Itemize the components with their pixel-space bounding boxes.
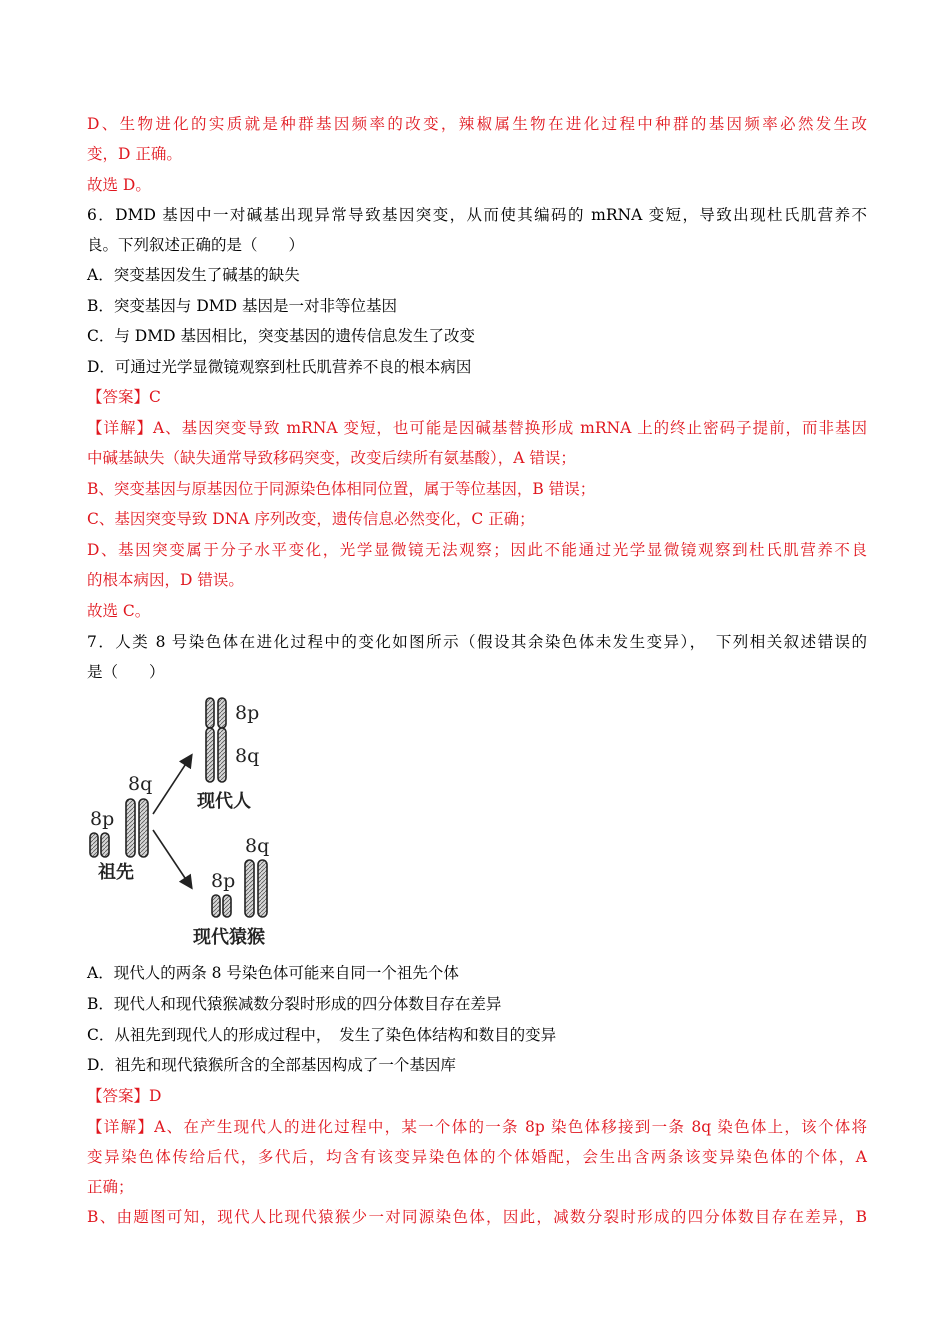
q7-explanation-line4: B、由题图可知，现代人比现代猿猴少一对同源染色体，因此，减数分裂时形成的四分体数目存在差异，B xyxy=(87,1208,867,1226)
ape-8q-pair xyxy=(245,860,267,917)
q6-option-a: A．突变基因发生了碱基的缺失 xyxy=(87,266,300,284)
ape-8p-label: 8p xyxy=(211,870,236,892)
q6-option-d: D．可通过光学显微镜观察到杜氏肌营养不良的根本病因 xyxy=(87,358,472,376)
ape-caption: 现代猿猴 xyxy=(193,927,265,948)
ancestor-8p-label: 8p xyxy=(90,808,115,830)
q7-answer: 【答案】D xyxy=(87,1087,162,1105)
q7-option-c: C．从祖先到现代人的形成过程中， 发生了染色体结构和数目的变异 xyxy=(87,1026,557,1044)
q6-explanation-line1: 【详解】A、基因突变导致 mRNA 变短，也可能是因碱基替换形成 mRNA 上的终止密码子提前，而非基因 xyxy=(87,419,867,437)
q7-stem-line2: 是（ ） xyxy=(87,663,165,681)
ape-8p-pair xyxy=(212,895,231,917)
q6-explanation-line3: B、突变基因与原基因位于同源染色体相同位置，属于等位基因，B 错误； xyxy=(87,480,596,498)
q6-stem-line2: 良。下列叙述正确的是（ ） xyxy=(87,236,305,254)
q5-choose: 故选 D。 xyxy=(87,176,151,194)
q7-option-b: B．现代人和现代猿猴减数分裂时形成的四分体数目存在差异 xyxy=(87,995,502,1013)
chromosome-evolution-figure xyxy=(85,692,295,954)
q6-explanation-line4: C、基因突变导致 DNA 序列改变，遗传信息必然变化，C 正确； xyxy=(87,510,535,528)
ancestor-8q-pair xyxy=(126,799,148,857)
ape-8q-label: 8q xyxy=(245,835,270,857)
q6-explanation-line6: 的根本病因，D 错误。 xyxy=(87,571,244,589)
q7-option-a: A．现代人的两条 8 号染色体可能来自同一个祖先个体 xyxy=(87,964,459,982)
q6-stem-line1: 6．DMD 基因中一对碱基出现异常导致基因突变，从而使其编码的 mRNA 变短，导致出现杜氏肌营养不 xyxy=(87,206,867,224)
q7-stem-line1: 7．人类 8 号染色体在进化过程中的变化如图所示（假设其余染色体未发生变异）， 下列相关叙述错误的 xyxy=(87,633,867,651)
human-8p-label: 8p xyxy=(235,702,260,724)
q6-option-c: C．与 DMD 基因相比，突变基因的遗传信息发生了改变 xyxy=(87,327,475,345)
arrow-to-human xyxy=(153,756,191,814)
q7-option-d: D．祖先和现代猿猴所含的全部基因构成了一个基因库 xyxy=(87,1056,456,1074)
human-caption: 现代人 xyxy=(197,791,251,812)
q6-choose: 故选 C。 xyxy=(87,602,151,620)
ancestor-caption: 祖先 xyxy=(98,862,134,883)
q7-explanation-line1: 【详解】A、在产生现代人的进化过程中，某一个体的一条 8p 染色体移接到一条 8q 染色体上，该个体将 xyxy=(87,1118,867,1136)
q7-explanation-line3: 正确； xyxy=(87,1178,134,1196)
q6-explanation-line2: 中碱基缺失（缺失通常导致移码突变，改变后续所有氨基酸），A 错误； xyxy=(87,449,576,467)
ancestor-8q-label: 8q xyxy=(128,773,153,795)
q5-option-d-explanation-line2: 变，D 正确。 xyxy=(87,145,182,163)
q6-explanation-line5: D、基因突变属于分子水平变化，光学显微镜无法观察；因此不能通过光学显微镜观察到杜氏肌营养不良 xyxy=(87,541,867,559)
q6-answer: 【答案】C xyxy=(87,388,161,406)
q5-option-d-explanation-line1: D、生物进化的实质就是种群基因频率的改变，辣椒属生物在进化过程中种群的基因频率必然发生改 xyxy=(87,115,867,133)
arrow-to-ape xyxy=(153,830,191,887)
human-chromosome-pair xyxy=(206,698,226,782)
ancestor-8p-pair xyxy=(90,833,109,857)
q6-option-b: B．突变基因与 DMD 基因是一对非等位基因 xyxy=(87,297,397,315)
human-8q-label: 8q xyxy=(235,745,260,767)
q7-explanation-line2: 变异染色体传给后代，多代后，均含有该变异染色体的个体婚配，会生出含两条该变异染色体的个体，A xyxy=(87,1148,867,1166)
